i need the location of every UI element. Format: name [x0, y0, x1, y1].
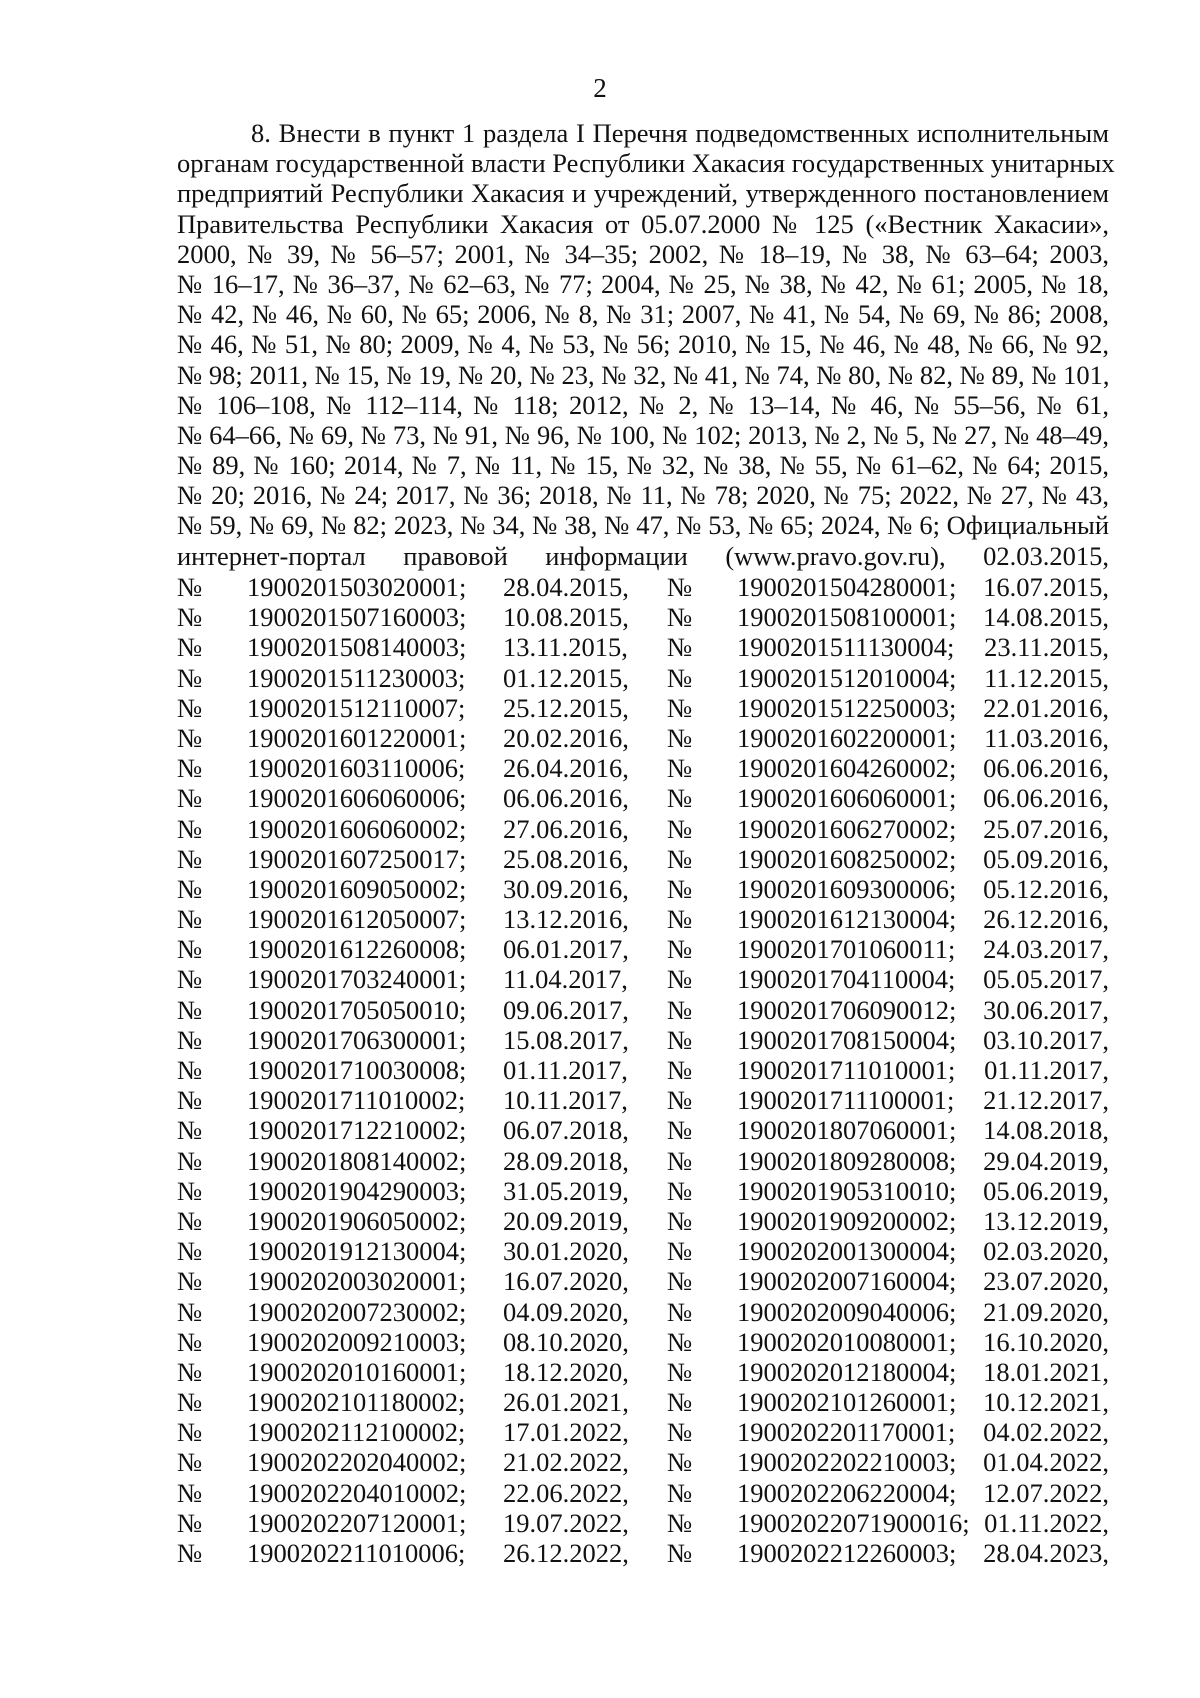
number-sign: № [667, 1115, 693, 1146]
publication-date: 02.03.2020, [983, 1236, 1109, 1267]
document-number: 1900201511130004; [737, 632, 955, 663]
number-sign: № [177, 1115, 203, 1146]
publication-date: 10.08.2015, [503, 602, 629, 633]
list-row [177, 1085, 1109, 1115]
list-row [177, 753, 1109, 783]
document-number: 1900201606270002; [737, 813, 957, 844]
list-row [177, 602, 1109, 632]
number-sign: № [177, 722, 203, 753]
document-number: 1900201711010002; [247, 1085, 466, 1116]
publication-date: 26.12.2016, [983, 904, 1109, 935]
number-sign: № [177, 843, 203, 874]
list-row [177, 572, 1109, 602]
number-sign: № [667, 662, 693, 693]
document-number: 1900202009210003; [247, 1326, 467, 1357]
number-sign: № [177, 1387, 203, 1418]
document-number: 1900201512110007; [247, 692, 466, 723]
number-sign: № [177, 934, 203, 965]
publication-date: 01.12.2015, [503, 662, 629, 693]
document-number: 1900202007160004; [737, 1266, 957, 1297]
publication-date: 25.12.2015, [503, 692, 629, 723]
number-sign: № [667, 1296, 693, 1327]
publication-date: 27.06.2016, [503, 813, 629, 844]
list-row [177, 1146, 1109, 1176]
publication-date: 22.06.2022, [503, 1477, 629, 1508]
number-sign: № [667, 1477, 693, 1508]
publication-date: 01.11.2017, [984, 1055, 1109, 1085]
document-number: 1900201606060001; [737, 783, 957, 814]
number-sign: № [177, 964, 203, 995]
number-sign: № [667, 1085, 693, 1116]
number-sign: № [177, 602, 203, 633]
list-row [177, 904, 1109, 934]
publication-date: 23.07.2020, [983, 1266, 1109, 1297]
publication-date: 11.03.2016, [984, 722, 1109, 753]
document-number: 1900201508140003; [247, 632, 467, 663]
publication-date: 06.07.2018, [503, 1115, 629, 1146]
list-row [177, 1176, 1109, 1206]
list-row [177, 995, 1109, 1025]
list-row [177, 1447, 1109, 1477]
number-sign: № [177, 1447, 203, 1478]
number-sign: № [177, 1055, 203, 1085]
number-sign: № [177, 572, 203, 602]
document-number: 1900201512010004; [737, 662, 957, 693]
list-row [177, 1508, 1109, 1538]
number-sign: № [667, 692, 693, 723]
publication-date: 14.08.2018, [983, 1115, 1109, 1146]
publication-date: 06.06.2016, [503, 783, 629, 814]
number-sign: № [667, 904, 693, 935]
paragraph-line: 2000, № 39, № 56–57; 2001, № 34–35; 2002, № 18–19, № 38, № 63–64; 2003, [177, 238, 1109, 269]
document-number: 1900201609300006; [737, 873, 957, 904]
publication-date: 08.10.2020, [503, 1326, 629, 1357]
publication-date: 11.04.2017, [503, 964, 628, 995]
list-row [177, 1025, 1109, 1055]
document-number: 1900202010160001; [247, 1356, 467, 1387]
document-number: 1900201612050007; [247, 904, 467, 935]
document-number: 1900202003020001; [247, 1266, 467, 1297]
document-number: 1900201809280008; [737, 1145, 957, 1176]
number-sign: № [177, 662, 203, 693]
publication-date: 10.12.2021, [983, 1387, 1109, 1418]
number-sign: № [177, 783, 203, 814]
document-number: 1900201609050002; [247, 873, 467, 904]
document-number: 1900202207120001; [247, 1507, 467, 1538]
document-number: 19002022071900016; [737, 1507, 970, 1538]
document-number: 1900201507160003; [247, 602, 467, 633]
number-sign: № [177, 1145, 203, 1176]
document-number: 1900202101180002; [247, 1387, 466, 1418]
document-number: 1900201701060011; [737, 934, 956, 965]
document-number: 1900201603110006; [247, 753, 466, 784]
publication-date: 31.05.2019, [503, 1175, 629, 1206]
document-number: 1900202206220004; [737, 1477, 957, 1508]
number-sign: № [177, 1538, 203, 1568]
publication-date: 22.01.2016, [983, 692, 1109, 723]
list-row [177, 1055, 1109, 1085]
number-sign: № [177, 1356, 203, 1387]
publication-date: 28.09.2018, [503, 1145, 629, 1176]
list-row [177, 934, 1109, 964]
number-sign: № [667, 753, 693, 784]
publication-date: 30.09.2016, [503, 873, 629, 904]
publication-date: 06.01.2017, [503, 934, 629, 965]
number-sign: № [667, 1387, 693, 1418]
list-row [177, 1115, 1109, 1145]
list-row [177, 814, 1109, 844]
number-sign: № [177, 1205, 203, 1236]
publication-date: 28.04.2023, [983, 1538, 1109, 1568]
publication-date: 06.06.2016, [983, 753, 1109, 784]
number-sign: № [667, 632, 693, 663]
number-sign: № [177, 1085, 203, 1116]
list-row [177, 964, 1109, 994]
number-sign: № [667, 843, 693, 874]
document-number: 1900201708150004; [737, 1024, 957, 1055]
number-sign: № [177, 813, 203, 844]
document-number: 1900201503020001; [247, 572, 467, 602]
list-row [177, 693, 1109, 723]
document-number: 1900201508100001; [737, 602, 957, 633]
number-sign: № [667, 1538, 693, 1568]
document-number: 1900201807060001; [737, 1115, 957, 1146]
list-row [177, 632, 1109, 662]
publication-date: 05.05.2017, [983, 964, 1109, 995]
publication-date: 01.04.2022, [983, 1447, 1109, 1478]
list-row [177, 723, 1109, 753]
publication-date: 01.11.2022, [984, 1507, 1109, 1538]
publication-date: 20.02.2016, [503, 722, 629, 753]
list-row [177, 1478, 1109, 1508]
publication-date: 10.11.2017, [503, 1085, 628, 1116]
paragraph-line: 8. Внести в пункт 1 раздела I Перечня подведомственных исполнительным [251, 118, 1109, 148]
document-number: 1900201710030008; [247, 1055, 467, 1085]
list-row [177, 1266, 1109, 1296]
document-number: 1900201606060006; [247, 783, 467, 814]
list-row [177, 844, 1109, 874]
document-number: 1900202202210003; [737, 1447, 957, 1478]
number-sign: № [667, 934, 693, 965]
number-sign: № [177, 1477, 203, 1508]
publication-date: 15.08.2017, [503, 1024, 629, 1055]
number-sign: № [177, 904, 203, 935]
publication-date: 12.07.2022, [983, 1477, 1109, 1508]
document-number: 1900202012180004; [737, 1356, 957, 1387]
list-row [177, 663, 1109, 693]
number-sign: № [177, 1417, 203, 1448]
document-number: 1900201612260008; [247, 934, 467, 965]
publication-date: 16.07.2020, [503, 1266, 629, 1297]
paragraph-line: Правительства Республики Хакасия от 05.07.2000 № 125 («Вестник Хакасии», [177, 208, 1109, 239]
number-sign: № [177, 692, 203, 723]
document-number: 1900201712210002; [247, 1115, 467, 1146]
document-number: 1900201912130004; [247, 1236, 467, 1267]
number-sign: № [177, 1236, 203, 1267]
publication-date: 30.01.2020, [503, 1236, 629, 1267]
document-number: 1900201706300001; [247, 1024, 467, 1055]
publication-date: 25.08.2016, [503, 843, 629, 874]
document-number: 1900201511230003; [247, 662, 466, 693]
document-number: 1900201711100001; [737, 1085, 955, 1116]
document-number: 1900201705050010; [247, 994, 467, 1025]
number-sign: № [177, 1326, 203, 1357]
number-sign: № [667, 1145, 693, 1176]
registration-number-list [177, 572, 1109, 1568]
paragraph-line: № 59, № 69, № 82; 2023, № 34, № 38, № 47, № 53, № 65; 2024, № 6; Официальный [177, 510, 1109, 541]
number-sign: № [667, 964, 693, 995]
publication-date: 25.07.2016, [983, 813, 1109, 844]
number-sign: № [177, 1296, 203, 1327]
document-number: 1900202202040002; [247, 1447, 467, 1478]
publication-date: 06.06.2016, [983, 783, 1109, 814]
number-sign: № [667, 1507, 693, 1538]
document-number: 1900201905310010; [737, 1175, 957, 1206]
document-number: 1900202212260003; [737, 1538, 957, 1568]
publication-date: 13.12.2019, [983, 1205, 1109, 1236]
document-number: 1900202112100002; [247, 1417, 466, 1448]
number-sign: № [177, 632, 203, 663]
document-number: 1900201906050002; [247, 1205, 467, 1236]
publication-date: 26.01.2021, [503, 1387, 629, 1418]
paragraph-line: № 46, № 51, № 80; 2009, № 4, № 53, № 56; 2010, № 15, № 46, № 48, № 66, № 92, [177, 329, 1109, 360]
publication-date: 04.02.2022, [983, 1417, 1109, 1448]
number-sign: № [177, 994, 203, 1025]
paragraph-line: № 89, № 160; 2014, № 7, № 11, № 15, № 32, № 38, № 55, № 61–62, № 64; 2015, [177, 450, 1109, 481]
document-number: 1900202009040006; [737, 1296, 957, 1327]
document-number: 1900201612130004; [737, 904, 957, 935]
number-sign: № [667, 1205, 693, 1236]
number-sign: № [667, 873, 693, 904]
number-sign: № [667, 722, 693, 753]
document-number: 1900202010080001; [737, 1326, 957, 1357]
paragraph-line: органам государственной власти Республики Хакасия государственных унитарных [177, 148, 1115, 179]
publication-date: 05.09.2016, [983, 843, 1109, 874]
list-row [177, 1538, 1109, 1568]
document-number: 1900202101260001; [737, 1387, 957, 1418]
publication-date: 21.12.2017, [983, 1085, 1109, 1116]
publication-date: 16.07.2015, [983, 572, 1109, 602]
list-row [177, 1387, 1109, 1417]
publication-date: 05.06.2019, [983, 1175, 1109, 1206]
publication-date: 26.12.2022, [503, 1538, 629, 1568]
publication-date: 18.12.2020, [503, 1356, 629, 1387]
list-row [177, 1327, 1109, 1357]
document-number: 1900202204010002; [247, 1477, 467, 1508]
publication-date: 14.08.2015, [983, 602, 1109, 633]
document-number: 1900202001300004; [737, 1236, 957, 1267]
list-row [177, 874, 1109, 904]
publication-date: 21.02.2022, [503, 1447, 629, 1478]
number-sign: № [667, 602, 693, 633]
document-number: 1900201606060002; [247, 813, 467, 844]
number-sign: № [667, 1236, 693, 1267]
page-number: 2 [593, 73, 607, 103]
number-sign: № [667, 1266, 693, 1297]
publication-date: 21.09.2020, [983, 1296, 1109, 1327]
paragraph-line: интернет-портал правовой информации (www.pravo.gov.ru), 02.03.2015, [177, 540, 1109, 571]
number-sign: № [667, 1175, 693, 1206]
number-sign: № [177, 1175, 203, 1206]
publication-date: 24.03.2017, [983, 934, 1109, 965]
document-number: 1900201604260002; [737, 753, 957, 784]
paragraph-line: предприятий Республики Хакасия и учреждений, утвержденного постановлением [177, 178, 1109, 209]
document-number: 1900201904290003; [247, 1175, 467, 1206]
document-number: 1900201703240001; [247, 964, 467, 995]
publication-date: 20.09.2019, [503, 1205, 629, 1236]
number-sign: № [667, 572, 693, 602]
number-sign: № [667, 1326, 693, 1357]
publication-date: 03.10.2017, [983, 1024, 1109, 1055]
number-sign: № [667, 1356, 693, 1387]
publication-date: 19.07.2022, [503, 1507, 629, 1538]
publication-date: 04.09.2020, [503, 1296, 629, 1327]
number-sign: № [177, 873, 203, 904]
paragraph-line: № 98; 2011, № 15, № 19, № 20, № 23, № 32, № 41, № 74, № 80, № 82, № 89, № 101, [177, 359, 1110, 390]
number-sign: № [667, 783, 693, 814]
document-number: 1900201504280001; [737, 572, 957, 602]
publication-date: 13.12.2016, [503, 904, 629, 935]
number-sign: № [177, 1507, 203, 1538]
document-number: 1900201909200002; [737, 1205, 957, 1236]
number-sign: № [177, 1024, 203, 1055]
number-sign: № [177, 1266, 203, 1297]
number-sign: № [667, 1447, 693, 1478]
number-sign: № [177, 753, 203, 784]
paragraph-line: № 42, № 46, № 60, № 65; 2006, № 8, № 31; 2007, № 41, № 54, № 69, № 86; 2008, [177, 299, 1109, 330]
number-sign: № [667, 813, 693, 844]
document-number: 1900201512250003; [737, 692, 957, 723]
number-sign: № [667, 1024, 693, 1055]
document-number: 1900201706090012; [737, 994, 957, 1025]
paragraph-line: № 64–66, № 69, № 73, № 91, № 96, № 100, № 102; 2013, № 2, № 5, № 27, № 48–49, [177, 419, 1109, 450]
document-number: 1900201608250002; [737, 843, 957, 874]
list-row [177, 1206, 1109, 1236]
paragraph-line: № 20; 2016, № 24; 2017, № 36; 2018, № 11, № 78; 2020, № 75; 2022, № 27, № 43, [177, 480, 1109, 511]
publication-date: 30.06.2017, [983, 994, 1109, 1025]
publication-date: 11.12.2015, [984, 662, 1109, 693]
document-number: 1900201704110004; [737, 964, 956, 995]
publication-date: 28.04.2015, [503, 572, 629, 602]
publication-date: 26.04.2016, [503, 753, 629, 784]
document-number: 1900202007230002; [247, 1296, 467, 1327]
paragraph-body [177, 118, 1115, 571]
list-row [177, 1236, 1109, 1266]
number-sign: № [667, 1055, 693, 1085]
publication-date: 17.01.2022, [503, 1417, 629, 1448]
document-number: 1900201711010001; [737, 1055, 956, 1085]
list-row [177, 1297, 1109, 1327]
document-number: 1900202201170001; [737, 1417, 956, 1448]
publication-date: 23.11.2015, [984, 632, 1109, 663]
paragraph-line: № 16–17, № 36–37, № 62–63, № 77; 2004, № 25, № 38, № 42, № 61; 2005, № 18, [177, 268, 1109, 299]
number-sign: № [667, 994, 693, 1025]
paragraph-line: № 106–108, № 112–114, № 118; 2012, № 2, № 13–14, № 46, № 55–56, № 61, [177, 389, 1109, 420]
publication-date: 09.06.2017, [503, 994, 629, 1025]
list-row [177, 1357, 1109, 1387]
document-number: 1900201601220001; [247, 722, 467, 753]
number-sign: № [667, 1417, 693, 1448]
publication-date: 05.12.2016, [983, 873, 1109, 904]
document-number: 1900201602200001; [737, 722, 957, 753]
publication-date: 16.10.2020, [983, 1326, 1109, 1357]
document-number: 1900201607250017; [247, 843, 467, 874]
publication-date: 13.11.2015, [503, 632, 628, 663]
list-row [177, 1417, 1109, 1447]
list-row [177, 783, 1109, 813]
publication-date: 29.04.2019, [983, 1145, 1109, 1176]
publication-date: 01.11.2017, [503, 1055, 628, 1085]
document-number: 1900201808140002; [247, 1145, 467, 1176]
document-number: 1900202211010006; [247, 1538, 466, 1568]
publication-date: 18.01.2021, [983, 1356, 1109, 1387]
